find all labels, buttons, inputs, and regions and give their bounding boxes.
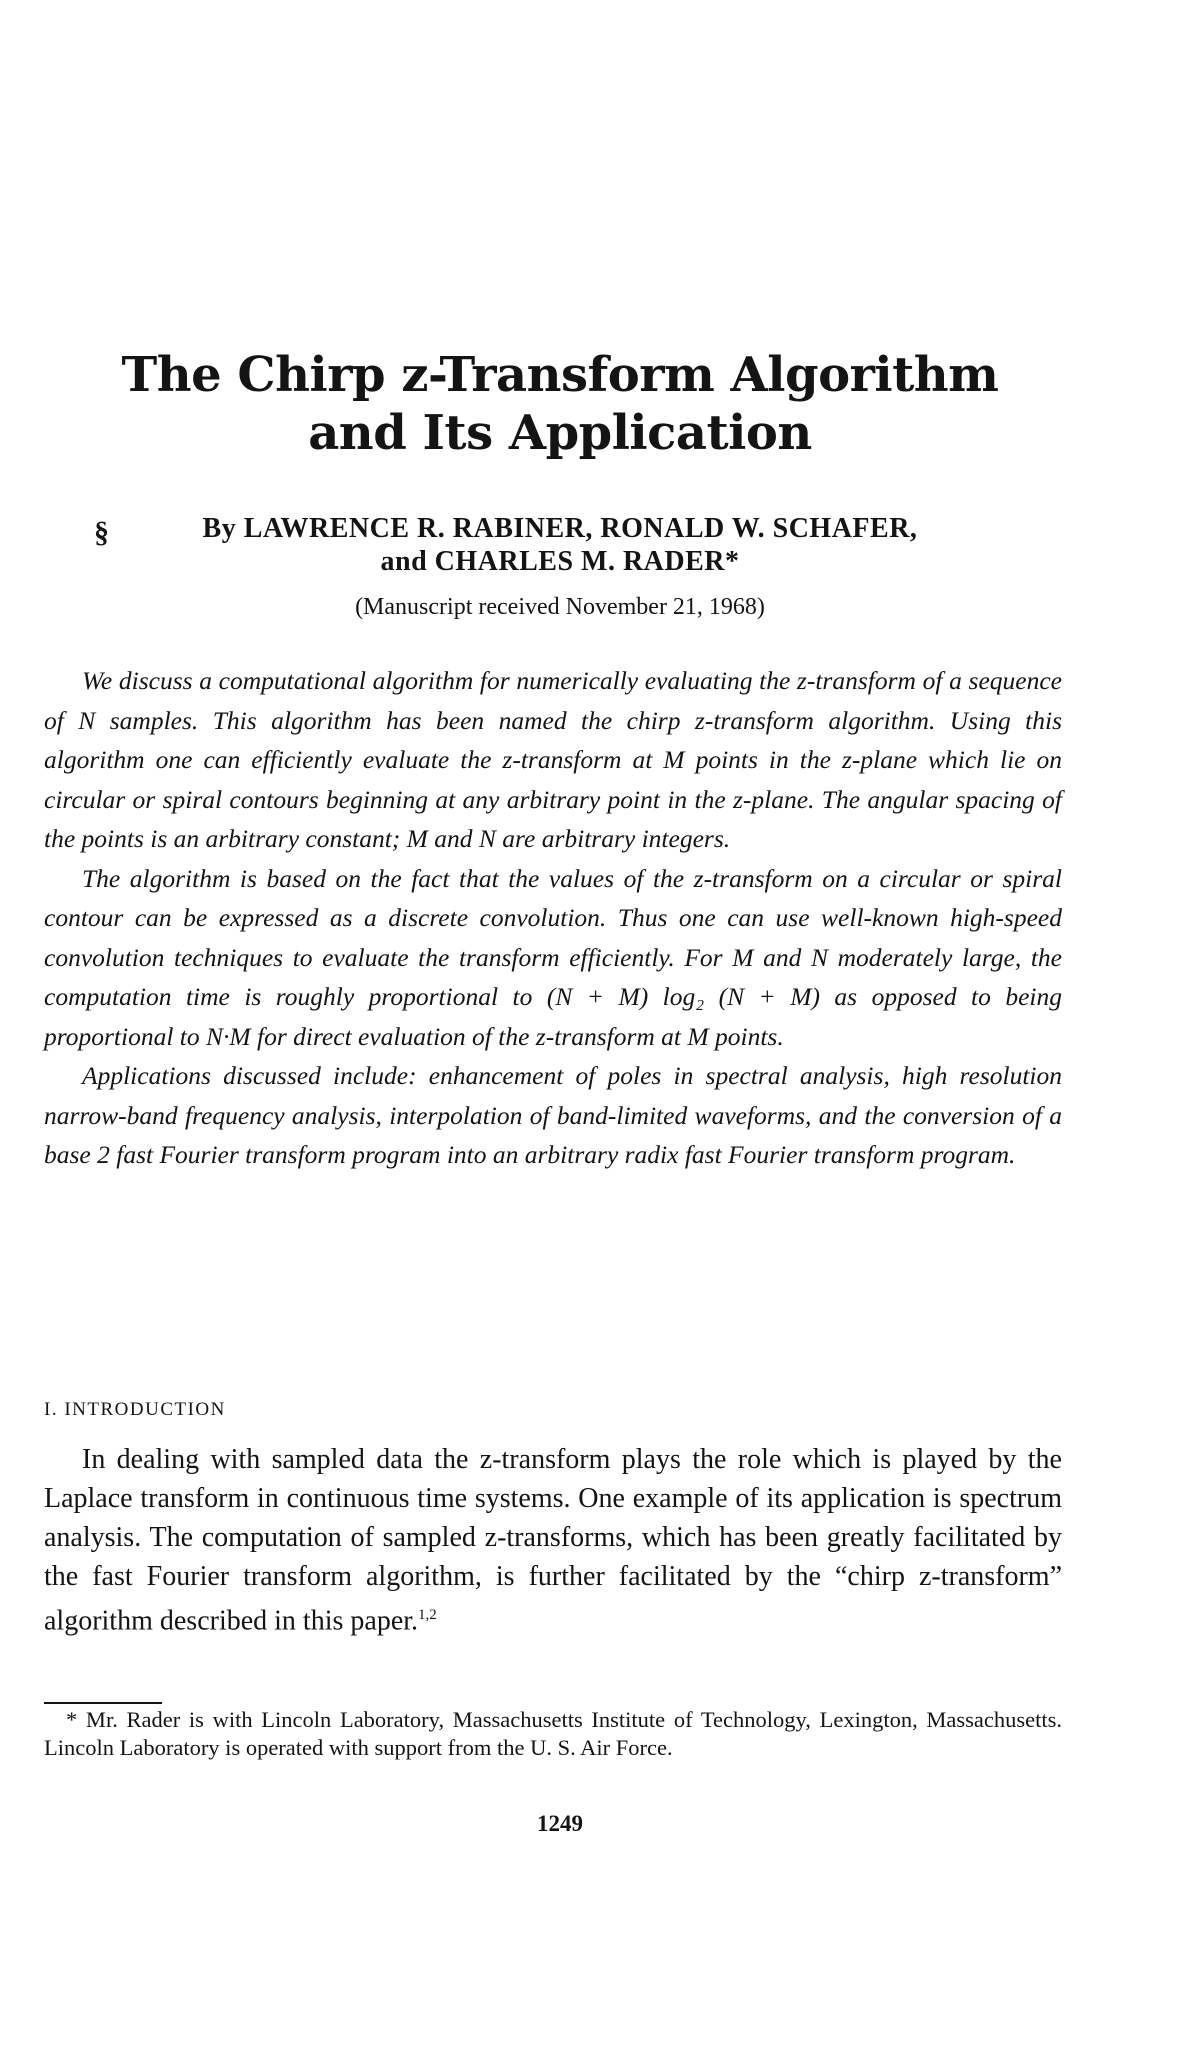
abstract-paragraph: Applications discussed include: enhancement of poles in spectral analysis, high resolution narrow-band frequency analysis, interpolation of band-limited waveforms, and the conversion of a base 2 fast Fourier transform program into an arbitrary radix fast Fourier transform program. bbox=[44, 1061, 1062, 1169]
introduction-paragraph bbox=[44, 1440, 1062, 1640]
introduction-text: In dealing with sampled data the z-transform plays the role which is played by the Laplace transform in continuous time systems. One example of its application is spectrum analysis. The computation of sampled z-transforms, which has been greatly facilitated by the fast Fourier transform algorithm, is further facilitated by the “chirp z-transform” algorithm described in this paper. bbox=[44, 1444, 1062, 1637]
author-byline bbox=[50, 510, 1070, 581]
section-mark: § bbox=[94, 516, 110, 549]
abstract bbox=[44, 661, 1062, 1175]
reference-superscript: 1,2 bbox=[418, 1607, 437, 1623]
footnote-rule bbox=[44, 1702, 162, 1704]
section-heading: I. INTRODUCTION bbox=[44, 1399, 226, 1420]
manuscript-received: (Manuscript received November 21, 1968) bbox=[355, 594, 765, 620]
byline-line-1: By LAWRENCE R. RABINER, RONALD W. SCHAFER, bbox=[202, 513, 918, 544]
title-line-1: The Chirp z-Transform Algorithm bbox=[121, 347, 999, 403]
footnote: * Mr. Rader is with Lincoln Laboratory, Massachusetts Institute of Technology, Lexington, Massachusetts. Lincoln Laboratory is operated with support from the U. S. Air Force. bbox=[44, 1707, 1062, 1760]
byline-line-2: and CHARLES M. RADER* bbox=[380, 546, 740, 577]
title-line-2: and Its Application bbox=[308, 405, 812, 461]
abstract-paragraph: We discuss a computational algorithm for numerically evaluating the z-transform of a sequence of N samples. This algorithm has been named the chirp z-transform algorithm. Using this algorithm one can efficiently evaluate the z-transform at M points in the z-plane which lie on circular or spiral contours beginning at any arbitrary point in the z-plane. The angular spacing of the points is an arbitrary constant; M and N are arbitrary integers. bbox=[44, 666, 1062, 853]
page-number: 1249 bbox=[537, 1811, 583, 1836]
abstract-paragraph: The algorithm is based on the fact that the values of the z-transform on a circular or spiral contour can be expressed as a discrete convolution. Thus one can use well-known high-speed convolution techniques to evaluate the transform efficiently. For M and N moderately large, the computation time is roughly proportional to (N + M) log₂ (N + M) as opposed to being proportional to N·M for direct evaluation of the z-transform at M points. bbox=[44, 863, 1062, 1051]
